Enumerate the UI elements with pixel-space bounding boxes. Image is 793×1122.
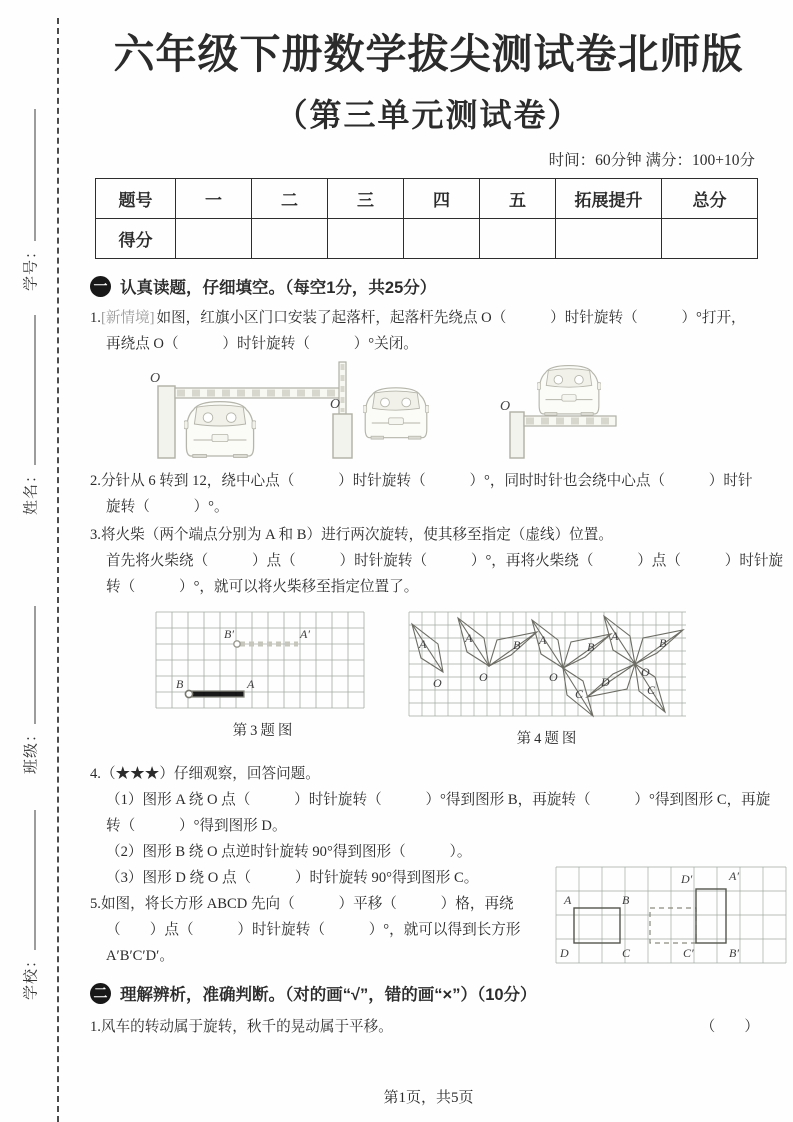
question-text: 转（ ）°得到图形 D。	[106, 818, 287, 834]
rectangle-translation-rotation-grid	[553, 865, 791, 965]
score-table-header-cell: 五	[480, 179, 556, 219]
petal-b-label: B	[513, 638, 521, 652]
paper-content	[90, 0, 784, 1107]
section1-number-icon: 一	[90, 276, 111, 297]
score-cell	[328, 219, 404, 259]
gate-figures	[90, 360, 767, 464]
question-text: （2）图形 B 绕 O 点逆时针旋转 90°得到图形（ ）。	[106, 844, 472, 860]
point-o-label: O	[330, 397, 341, 412]
point-o-label: O	[479, 670, 488, 684]
question-number: 1.	[90, 1019, 101, 1035]
corner-a-label: A	[564, 893, 572, 907]
question-text: （3）图形 D 绕 O 点（ ）时针旋转 90°得到图形 C。	[106, 870, 479, 886]
section2-header	[90, 981, 767, 1005]
corner-c-prime-label: C′	[683, 946, 694, 960]
petal-rotation-grid	[405, 610, 691, 718]
class-blank	[21, 606, 36, 724]
student-number-field	[20, 109, 41, 291]
score-cell	[662, 219, 758, 259]
gate-closed-figure-2	[500, 360, 620, 464]
school-blank	[21, 810, 36, 950]
gate-open-figure	[330, 360, 440, 464]
figure3-caption: 第3题图	[232, 723, 296, 739]
figure4-caption: 第4题图	[516, 731, 580, 747]
question-number: 3.	[90, 527, 101, 543]
score-table-score-row	[96, 219, 758, 259]
school-field	[20, 810, 41, 1000]
section2-number-icon: 二	[90, 983, 111, 1004]
match-rotation-grid	[148, 610, 380, 710]
score-cell	[480, 219, 556, 259]
score-cell	[252, 219, 328, 259]
score-table-header-row	[96, 179, 758, 219]
point-a-label: A	[247, 677, 255, 691]
score-table-header-cell: 三	[328, 179, 404, 219]
point-o-label: O	[500, 399, 511, 414]
student-name-label: 姓名：	[23, 466, 40, 516]
question-text: 旋转（ ）°。	[106, 499, 229, 515]
point-o-label: O	[641, 665, 650, 679]
student-name-blank	[21, 315, 36, 465]
score-cell	[176, 219, 252, 259]
score-table-header-cell: 题号	[96, 179, 176, 219]
corner-b-label: B	[622, 893, 630, 907]
score-table-header-cell: 总分	[662, 179, 758, 219]
petal-b-label: B	[587, 640, 595, 654]
question-text: 再绕点 O（ ）时针旋转（ ）°关闭。	[106, 336, 418, 352]
question-tag: [新情境]	[100, 310, 155, 326]
question-text: 将火柴（两个端点分别为 A 和 B）进行两次旋转，使其移至指定（虚线）位置。	[100, 527, 613, 543]
corner-b-prime-label: B′	[729, 946, 739, 960]
petal-a-label: A	[539, 633, 547, 647]
class-field	[20, 606, 41, 774]
point-b-label: B	[176, 677, 184, 691]
point-o-label: O	[433, 676, 442, 690]
score-cell	[556, 219, 662, 259]
question-text: （ ）点（ ）时针旋转（ ）°，就可以得到长方形	[106, 922, 521, 938]
petal-d-label: D	[601, 675, 610, 689]
student-name-field	[20, 315, 41, 515]
score-table-header-cell: 一	[176, 179, 252, 219]
question-number: 1.	[90, 310, 101, 326]
page-title: 六年级下册数学拔尖测试卷北师版	[113, 31, 744, 77]
time-score-info: 时间：60分钟 满分：100+10分	[548, 152, 755, 169]
page-number-footer: 第1页，共5页	[383, 1090, 474, 1106]
question-2	[90, 468, 767, 520]
petal-c-label: C	[647, 683, 656, 697]
corner-d-prime-label: D′	[681, 872, 693, 886]
score-cell	[404, 219, 480, 259]
section1-title: 认真读题，仔细填空。（每空1分，共25分）	[120, 279, 437, 297]
score-table-header-cell: 拓展提升	[556, 179, 662, 219]
corner-a-prime-label: A′	[729, 869, 739, 883]
section1-header	[90, 274, 767, 298]
question-1	[90, 305, 767, 357]
page-subtitle: （第三单元测试卷）	[275, 97, 582, 133]
question-number: 5.	[90, 896, 101, 912]
question-text: 如图，将长方形 ABCD 先向（ ）平移（ ）格，再绕	[100, 896, 514, 912]
gate-closed-figure-1	[148, 360, 348, 464]
score-table	[95, 178, 758, 259]
point-o-label: O	[150, 371, 161, 386]
petal-b-label: B	[659, 636, 667, 650]
question-number: 4.	[90, 766, 101, 782]
student-number-label: 学号：	[23, 242, 40, 292]
point-a-prime-label: A′	[300, 627, 310, 641]
student-number-blank	[21, 109, 36, 241]
question5-figure	[553, 865, 791, 970]
petal-a-label: A	[611, 629, 619, 643]
answer-blank: （ ）	[700, 1019, 759, 1035]
question-text: 如图，红旗小区门口安装了起落杆，起落杆先绕点 O（ ）时针旋转（ ）°打开，	[156, 310, 746, 326]
corner-c-label: C	[622, 946, 631, 960]
school-label: 学校：	[23, 951, 40, 1001]
question3-figure	[148, 610, 380, 748]
judge-question-1	[90, 1014, 767, 1040]
question-text: 风车的转动属于旋转，秋千的晃动属于平移。	[100, 1019, 393, 1035]
class-label: 班级：	[23, 725, 40, 775]
point-o-label: O	[549, 670, 558, 684]
score-table-header-cell: 四	[404, 179, 480, 219]
point-b-prime-label: B′	[224, 627, 234, 641]
corner-d-label: D	[560, 946, 569, 960]
question-text: 首先将火柴绕（ ）点（ ）时针旋转（ ）°，再将火柴绕（ ）点（ ）时针旋	[106, 553, 784, 569]
question-text: 转（ ）°，就可以将火柴移至指定位置了。	[106, 579, 419, 595]
grid-figures-row	[148, 610, 767, 748]
perforation-dashed-line	[57, 18, 59, 1122]
question-text: A′B′C′D′。	[106, 948, 174, 964]
petal-a-label: A	[419, 637, 427, 651]
question4-figure	[405, 610, 691, 748]
question-text: （1）图形 A 绕 O 点（ ）时针旋转（ ）°得到图形 B，再旋转（ ）°得到图形 C，再旋	[106, 792, 771, 808]
section2-title: 理解辨析，准确判断。（对的画“√”，错的画“×”）（10分）	[120, 986, 537, 1004]
petal-c-label: C	[575, 687, 584, 701]
score-row-label: 得分	[96, 219, 176, 259]
question-number: 2.	[90, 473, 101, 489]
question-text: （★★★）仔细观察，回答问题。	[100, 766, 320, 782]
petal-a-label: A	[465, 631, 473, 645]
question-3	[90, 522, 784, 600]
question-text: 分针从 6 转到 12，绕中心点（ ）时针旋转（ ）°，同时时针也会绕中心点（ ）时针	[100, 473, 753, 489]
score-table-header-cell: 二	[252, 179, 328, 219]
